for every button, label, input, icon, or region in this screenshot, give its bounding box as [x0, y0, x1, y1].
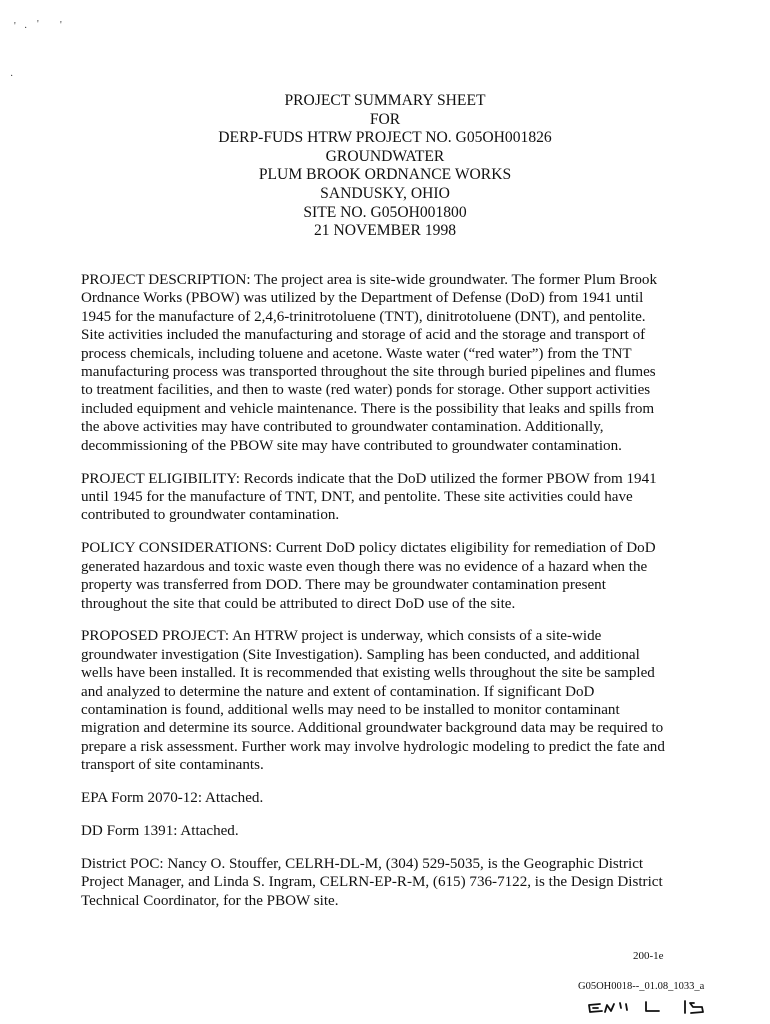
proposed-project-paragraph [81, 627, 691, 774]
scan-speck: ' [14, 21, 16, 32]
header-site-number: SITE NO. G05OH001800 [303, 203, 467, 221]
text-line: Ordnance Works (PBOW) was utilized by the Department of Defense (DoD) from 1941 until [81, 290, 644, 307]
text-line: Project Manager, and Linda S. Ingram, CELRN-EP-R-M, (615) 736-7122, is the Design District [81, 874, 663, 891]
scan-speck: ' [37, 19, 39, 30]
handwritten-mark [586, 996, 716, 1018]
project-eligibility-paragraph [81, 470, 691, 525]
project-description-paragraph [81, 271, 691, 455]
text-line: to treatment facilities, and then to waste (red water) ponds for storage. Other support activities [81, 382, 651, 399]
text-line: PROJECT ELIGIBILITY: Records indicate that the DoD utilized the former PBOW from 1941 [81, 470, 657, 487]
text-line: until 1945 for the manufacture of TNT, DNT, and pentolite. These site activities could have [81, 488, 633, 505]
header-site-name: PLUM BROOK ORDNANCE WORKS [258, 166, 512, 184]
document-id: G05OH0018--_01.08_1033_a [578, 981, 705, 992]
text-line: EPA Form 2070-12: Attached. [81, 790, 264, 807]
text-line: generated hazardous and toxic waste even though there was no evidence of a hazard when the [81, 558, 648, 575]
dd-form-paragraph [81, 822, 691, 840]
text-line: migration and determine its source. Additional groundwater background data may be required to [81, 720, 664, 737]
header-date: 21 NOVEMBER 1998 [313, 222, 457, 240]
header-subject: GROUNDWATER [325, 147, 445, 165]
district-poc-paragraph [81, 855, 691, 910]
text-line: transport of site contaminants. [81, 757, 264, 774]
header-project-number: DERP-FUDS HTRW PROJECT NO. G05OH001826 [218, 129, 552, 147]
text-line: 1945 for the manufacture of 2,4,6-trinitrotoluene (TNT), dinitrotoluene (DNT), and pentolite. [81, 308, 646, 325]
text-line: throughout the site that could be attributed to direct DoD use of the site. [81, 595, 516, 612]
scan-speck: ' [60, 20, 62, 31]
text-line: manufacturing process was transported throughout the site through buried pipelines and flumes [81, 364, 656, 381]
text-line: decommissioning of the PBOW site may have contributed to groundwater contamination. [81, 437, 622, 454]
text-line: POLICY CONSIDERATIONS: Current DoD policy dictates eligibility for remediation of DoD [81, 540, 656, 557]
text-line: contributed to groundwater contamination. [81, 507, 340, 524]
document-header [0, 92, 770, 241]
text-line: prepare a risk assessment. Further work may involve hydrologic modeling to predict the fate and [81, 738, 665, 755]
header-title: PROJECT SUMMARY SHEET [284, 92, 486, 109]
page-code: 200-1e [633, 950, 664, 962]
text-line: PROPOSED PROJECT: An HTRW project is underway, which consists of a site-wide [81, 628, 602, 645]
text-line: Site activities included the manufacturing and storage of acid and the storage and transport of [81, 327, 646, 344]
text-line: DD Form 1391: Attached. [81, 823, 239, 840]
epa-form-paragraph [81, 789, 691, 807]
policy-considerations-paragraph [81, 539, 691, 613]
text-line: contamination is found, additional wells may need to be installed to monitor contaminant [81, 702, 620, 719]
text-line: the above activities may have contributed to groundwater contamination. Additionally, [81, 419, 604, 436]
scan-speck: · [24, 23, 28, 34]
text-line: District POC: Nancy O. Stouffer, CELRH-DL-M, (304) 529-5035, is the Geographic District [81, 855, 644, 872]
text-line: property was transferred from DOD. There may be groundwater contamination present [81, 577, 606, 594]
document-body [81, 271, 691, 925]
text-line: process chemicals, including toluene and acetone. Waste water (“red water”) from the TNT [81, 345, 632, 362]
text-line: Technical Coordinator, for the PBOW site. [81, 892, 339, 909]
header-location: SANDUSKY, OHIO [320, 184, 450, 202]
text-line: PROJECT DESCRIPTION: The project area is site-wide groundwater. The former Plum Brook [81, 272, 657, 288]
header-for: FOR [369, 110, 401, 128]
scan-speck: · [10, 71, 14, 82]
text-line: included equipment and vehicle maintenance. There is the possibility that leaks and spills from [81, 400, 655, 417]
text-line: wells have been installed. It is recommended that existing wells throughout the site be sampled [81, 665, 655, 682]
text-line: and analyzed to determine the nature and extent of contamination. If significant DoD [81, 683, 595, 700]
text-line: groundwater investigation (Site Investigation). Sampling has been conducted, and additional [81, 646, 640, 663]
